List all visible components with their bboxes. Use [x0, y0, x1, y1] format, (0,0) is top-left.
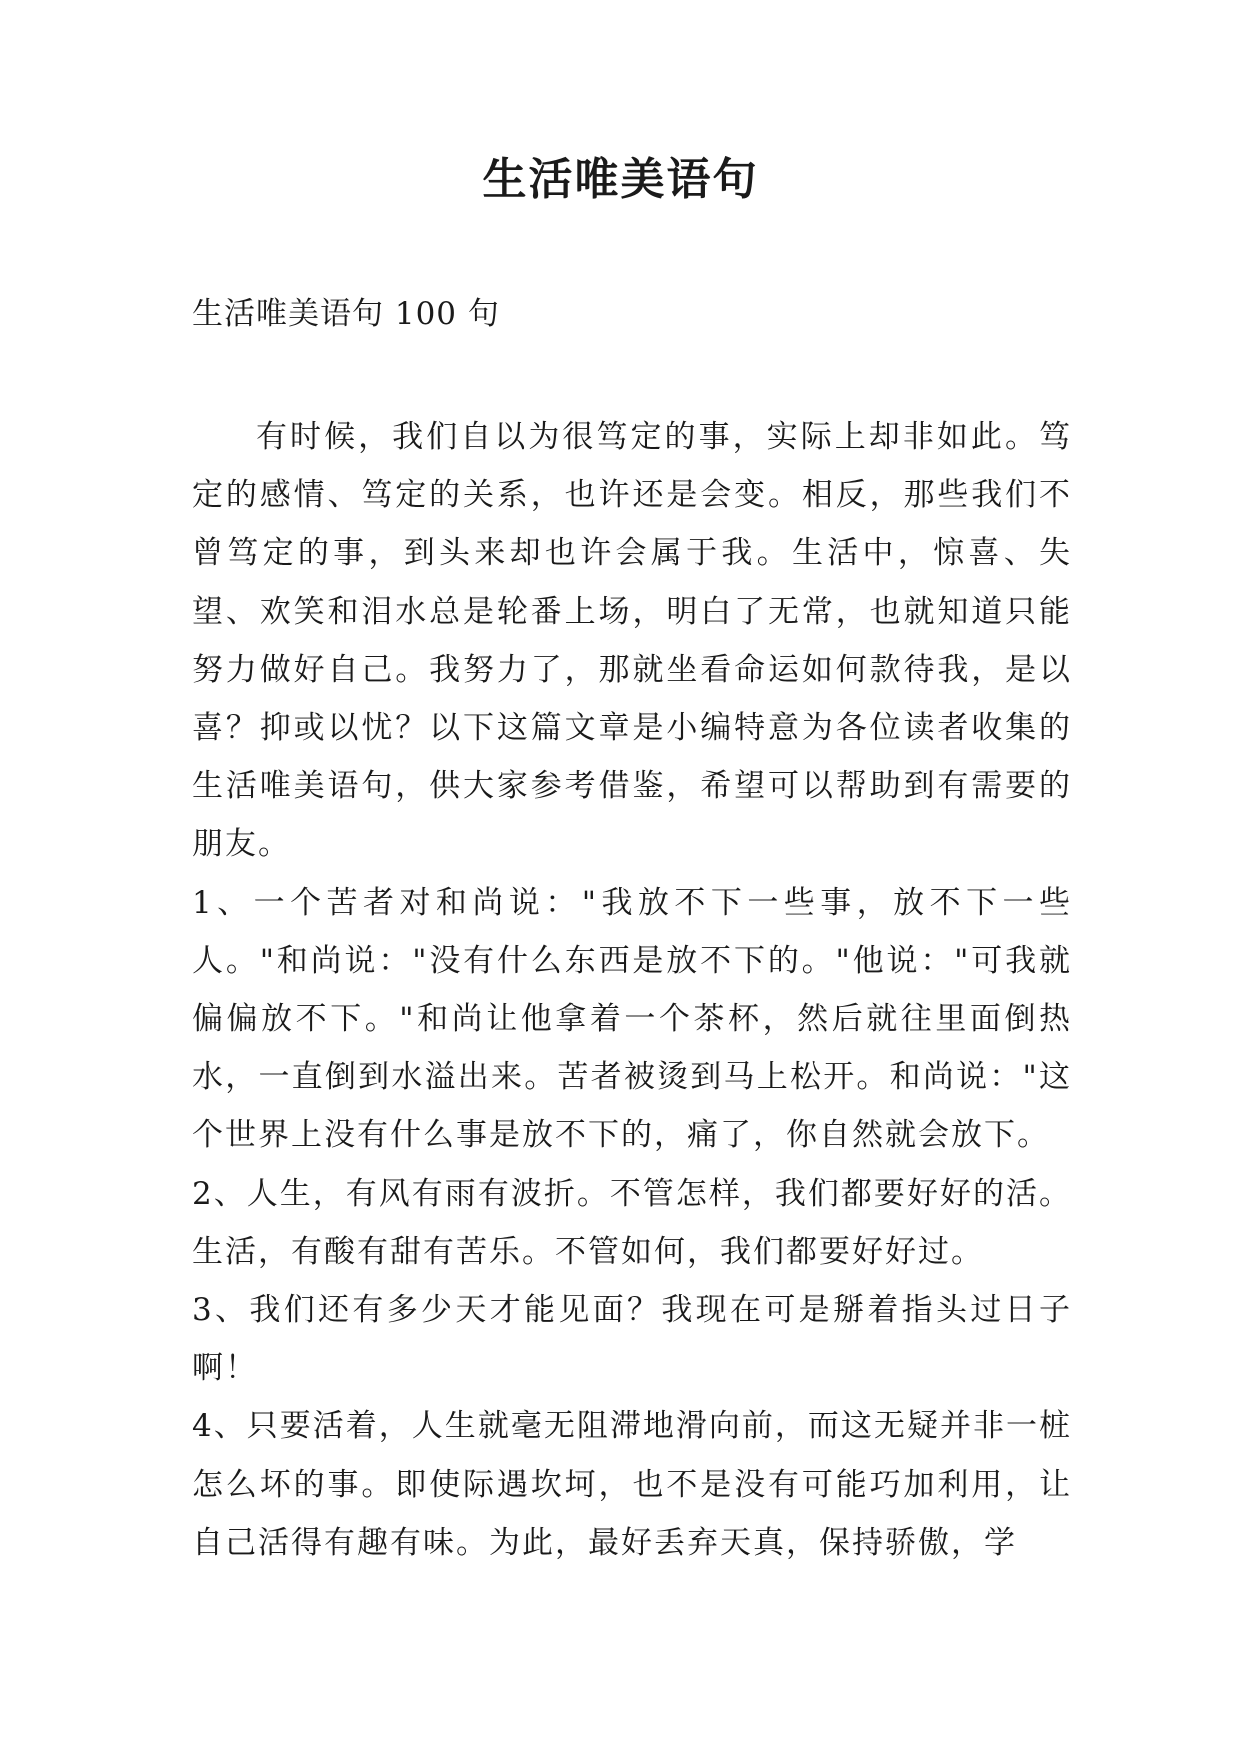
document-title: 生活唯美语句: [482, 154, 759, 205]
document-subtitle: 生活唯美语句 100 句: [192, 296, 500, 332]
quote-item-4: 4、只要活着，人生就毫无阻滞地滑向前，而这无疑并非一桩怎么坏的事。即使际遇坎坷，也不是没有可能巧加利用，让自己活得有趣有味。为此，最好丢弃天真，保持骄傲，学: [192, 1408, 1072, 1561]
quote-item-1: 1、一个苦者对和尚说："我放不下一些事，放不下一些人。"和尚说："没有什么东西是放不下的。"他说："可我就偏偏放不下。"和尚让他拿着一个茶杯，然后就往里面倒热水，一直倒到水溢出来。苦者被烫到马上松开。和尚说："这个世界上没有什么事是放不下的，痛了，你自然就会放下。: [192, 884, 1072, 1154]
document-body: [192, 408, 1072, 1572]
quote-item-2: 2、人生，有风有雨有波折。不管怎样，我们都要好好的活。生活，有酸有甜有苦乐。不管如何，我们都要好好过。: [192, 1175, 1072, 1270]
quote-item-3: 3、我们还有多少天才能见面？我现在可是掰着指头过日子啊！: [192, 1292, 1072, 1387]
intro-paragraph: 有时候，我们自以为很笃定的事，实际上却非如此。笃定的感情、笃定的关系，也许还是会变。相反，那些我们不曾笃定的事，到头来却也许会属于我。生活中，惊喜、失望、欢笑和泪水总是轮番上场，明白了无常，也就知道只能努力做好自己。我努力了，那就坐看命运如何款待我，是以喜？抑或以忧？以下这篇文章是小编特意为各位读者收集的生活唯美语句，供大家参考借鉴，希望可以帮助到有需要的朋友。: [192, 419, 1072, 863]
